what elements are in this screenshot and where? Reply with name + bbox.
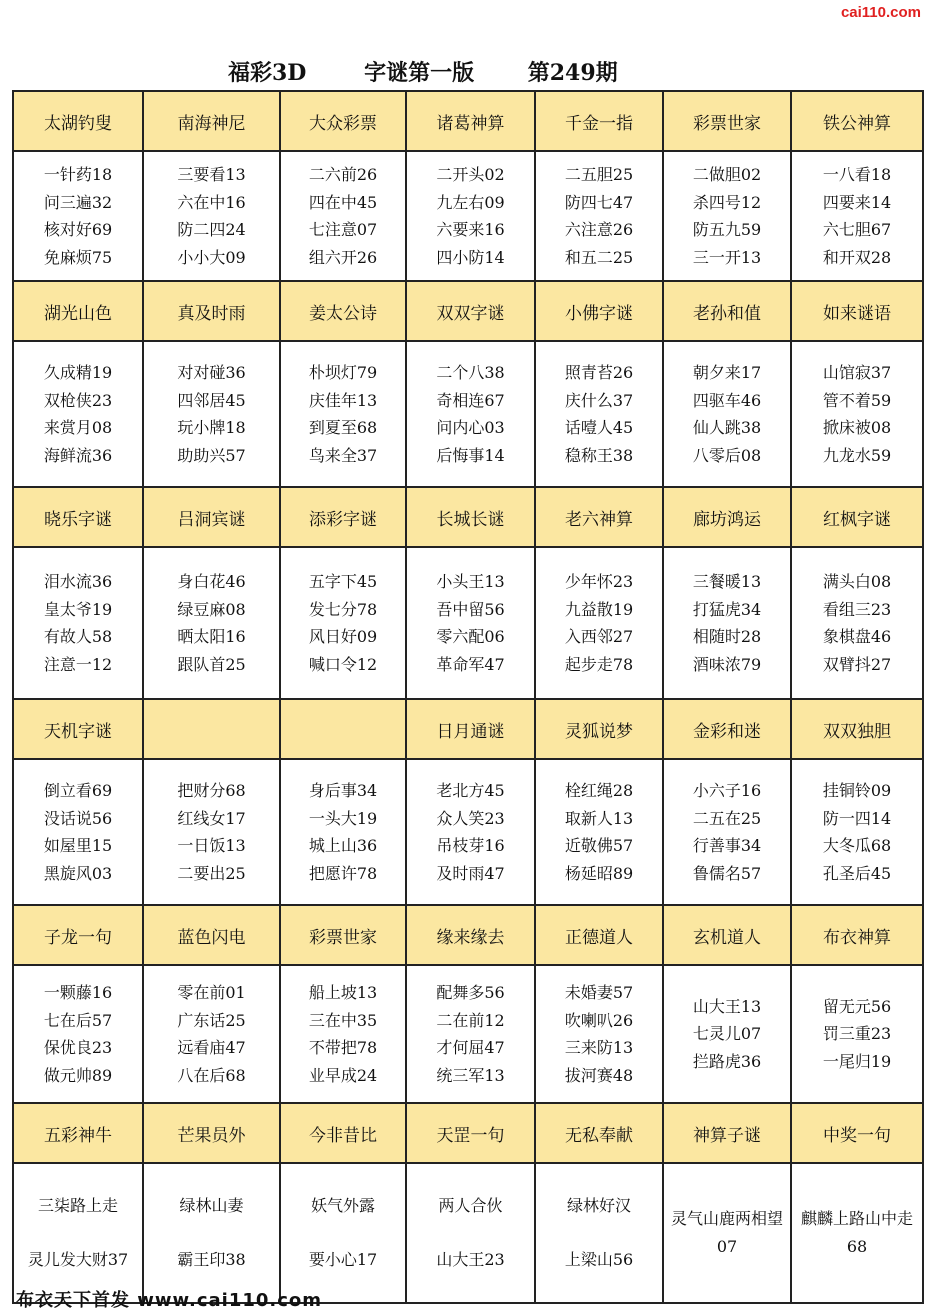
riddle-line: 把愿许78 bbox=[308, 863, 378, 883]
riddle-cell bbox=[13, 965, 143, 1103]
column-header: 彩票世家 bbox=[663, 91, 791, 151]
column-header: 缘来缘去 bbox=[406, 905, 535, 965]
column-header: 廊坊鸿运 bbox=[663, 487, 791, 547]
riddle-line: 双臂抖27 bbox=[822, 654, 892, 674]
riddle-line: 栓红绳28 bbox=[564, 781, 634, 800]
riddle-list bbox=[436, 979, 504, 1089]
riddle-cell bbox=[535, 341, 663, 487]
riddle-line: 庆佳年13 bbox=[308, 390, 378, 410]
column-header: 如来谜语 bbox=[791, 281, 923, 341]
column-header: 铁公神算 bbox=[791, 91, 923, 151]
riddle-line: 七灵儿07 bbox=[692, 1024, 762, 1044]
riddle-line: 吾中留56 bbox=[436, 599, 505, 619]
riddle-list bbox=[823, 359, 891, 469]
riddle-line: 和开双28 bbox=[822, 247, 892, 267]
riddle-line: 稳称王38 bbox=[564, 445, 634, 465]
column-header: 天罡一句 bbox=[406, 1103, 535, 1163]
riddle-list bbox=[664, 1205, 790, 1261]
column-header: 老孙和值 bbox=[663, 281, 791, 341]
riddle-list bbox=[177, 1192, 245, 1274]
footer-banner: 布衣天下首发 www.cai110.com bbox=[16, 1290, 323, 1311]
riddle-row bbox=[13, 759, 923, 905]
riddle-line: 三要看13 bbox=[177, 165, 246, 184]
riddle-line: 有故人58 bbox=[43, 627, 113, 646]
riddle-line: 革命军47 bbox=[436, 654, 505, 674]
riddle-list bbox=[436, 1192, 504, 1274]
riddle-line: 鸟来全37 bbox=[308, 445, 378, 465]
riddle-cell bbox=[280, 1163, 406, 1303]
header-row bbox=[13, 905, 923, 965]
riddle-line: 挂铜铃09 bbox=[822, 781, 892, 800]
riddle-line: 打猛虎34 bbox=[692, 599, 762, 619]
riddle-cell bbox=[143, 151, 280, 281]
riddle-line: 庆什么37 bbox=[564, 390, 634, 410]
riddle-cell bbox=[143, 965, 280, 1103]
riddle-cell bbox=[280, 341, 406, 487]
riddle-cell bbox=[535, 759, 663, 905]
riddle-line: 管不着59 bbox=[822, 390, 892, 410]
riddle-line: 四要来14 bbox=[822, 192, 892, 212]
riddle-line: 六注意26 bbox=[564, 220, 634, 239]
riddle-list bbox=[565, 979, 633, 1089]
riddle-line: 奇相连67 bbox=[436, 390, 505, 410]
riddle-list bbox=[693, 993, 761, 1076]
riddle-line: 绿林好汉 bbox=[566, 1196, 631, 1215]
riddle-cell bbox=[535, 1163, 663, 1303]
riddle-line: 满头白08 bbox=[822, 572, 892, 591]
riddle-line: 皇太爷19 bbox=[43, 599, 113, 619]
riddle-line: 二做胆02 bbox=[692, 165, 762, 184]
riddle-line: 少年怀23 bbox=[564, 572, 634, 591]
riddle-list bbox=[565, 161, 633, 271]
riddle-cell bbox=[791, 965, 923, 1103]
riddle-line: 灵儿发大财37 bbox=[27, 1250, 129, 1269]
riddle-line: 拔河赛48 bbox=[564, 1065, 634, 1085]
column-header: 南海神尼 bbox=[143, 91, 280, 151]
riddle-list bbox=[436, 777, 504, 887]
riddle-line: 三在中35 bbox=[308, 1010, 378, 1030]
riddle-line: 灵气山鹿两相望07 bbox=[670, 1209, 783, 1256]
riddle-line: 零六配06 bbox=[436, 627, 505, 646]
riddle-list bbox=[823, 161, 891, 271]
riddle-list bbox=[693, 777, 761, 887]
riddle-line: 四在中45 bbox=[308, 192, 378, 212]
riddle-line: 一八看18 bbox=[822, 165, 892, 184]
column-header: 布衣神算 bbox=[791, 905, 923, 965]
header-row bbox=[13, 699, 923, 759]
riddle-line: 和五二25 bbox=[564, 247, 634, 267]
column-header bbox=[280, 699, 406, 759]
column-header: 姜太公诗 bbox=[280, 281, 406, 341]
riddle-line: 远看庙47 bbox=[177, 1038, 246, 1057]
riddle-line: 众人笑23 bbox=[436, 808, 505, 828]
riddle-line: 城上山36 bbox=[308, 836, 378, 855]
riddle-line: 到夏至68 bbox=[308, 418, 378, 437]
riddle-list bbox=[565, 359, 633, 469]
riddle-line: 红线女17 bbox=[177, 808, 246, 828]
riddle-line: 吹喇叭26 bbox=[564, 1010, 634, 1030]
riddle-list bbox=[177, 359, 245, 469]
riddle-cell bbox=[791, 341, 923, 487]
riddle-line: 把财分68 bbox=[177, 781, 246, 800]
riddle-line: 跟队首25 bbox=[177, 654, 246, 674]
riddle-line: 起步走78 bbox=[564, 654, 634, 674]
column-header: 双双独胆 bbox=[791, 699, 923, 759]
riddle-list bbox=[693, 161, 761, 271]
riddle-line: 风日好09 bbox=[308, 627, 378, 646]
riddle-cell bbox=[535, 151, 663, 281]
riddle-line: 小六子16 bbox=[692, 781, 762, 800]
riddle-line: 组六开26 bbox=[308, 247, 378, 267]
riddle-line: 照青苔26 bbox=[564, 363, 634, 382]
riddle-row bbox=[13, 151, 923, 281]
column-header: 五彩神牛 bbox=[13, 1103, 143, 1163]
riddle-list bbox=[823, 777, 891, 887]
column-header: 千金一指 bbox=[535, 91, 663, 151]
riddle-line: 话噎人45 bbox=[564, 418, 634, 437]
riddle-list bbox=[309, 568, 377, 678]
riddle-cell bbox=[406, 341, 535, 487]
riddle-row bbox=[13, 341, 923, 487]
riddle-line: 后悔事14 bbox=[436, 445, 505, 465]
riddle-line: 做元帅89 bbox=[43, 1065, 113, 1085]
riddle-line: 防五九59 bbox=[692, 220, 762, 239]
riddle-list bbox=[177, 568, 245, 678]
riddle-list bbox=[436, 359, 504, 469]
riddle-list bbox=[823, 568, 891, 678]
column-header: 蓝色闪电 bbox=[143, 905, 280, 965]
riddle-line: 看组三23 bbox=[822, 599, 892, 619]
riddle-line: 绿豆麻08 bbox=[177, 599, 246, 619]
riddle-line: 朝夕来17 bbox=[692, 363, 762, 382]
riddle-line: 六七胆67 bbox=[822, 220, 892, 239]
riddle-line: 罚三重23 bbox=[822, 1024, 892, 1044]
riddle-list bbox=[565, 777, 633, 887]
column-header bbox=[143, 699, 280, 759]
riddle-line: 吊枝芽16 bbox=[436, 836, 505, 855]
riddle-list bbox=[436, 568, 504, 678]
riddle-line: 三来防13 bbox=[564, 1038, 634, 1057]
riddle-line: 拦路虎36 bbox=[692, 1051, 762, 1071]
riddle-cell bbox=[143, 341, 280, 487]
riddle-line: 双枪侠23 bbox=[43, 390, 113, 410]
riddle-line: 八在后68 bbox=[177, 1065, 246, 1085]
riddle-line: 行善事34 bbox=[692, 836, 762, 855]
riddle-list bbox=[693, 359, 761, 469]
riddle-line: 核对好69 bbox=[43, 220, 113, 239]
riddle-line: 七在后57 bbox=[43, 1010, 113, 1030]
riddle-line: 二五在25 bbox=[692, 808, 762, 828]
riddle-line: 注意一12 bbox=[43, 654, 113, 674]
title-edition: 字谜第一版 bbox=[364, 60, 475, 86]
column-header: 小佛字谜 bbox=[535, 281, 663, 341]
riddle-cell bbox=[406, 1163, 535, 1303]
riddle-line: 绿林山妻 bbox=[179, 1196, 244, 1215]
column-header: 真及时雨 bbox=[143, 281, 280, 341]
riddle-list bbox=[309, 1192, 377, 1274]
column-header: 日月通谜 bbox=[406, 699, 535, 759]
riddle-line: 一尾归19 bbox=[822, 1051, 892, 1071]
riddle-line: 掀床被08 bbox=[822, 418, 892, 437]
riddle-row bbox=[13, 1163, 923, 1303]
riddle-line: 山大王13 bbox=[692, 996, 762, 1016]
riddle-line: 零在前01 bbox=[177, 983, 246, 1002]
riddle-line: 二六前26 bbox=[308, 165, 378, 184]
riddle-line: 黑旋风03 bbox=[43, 863, 113, 883]
riddle-line: 六在中16 bbox=[177, 192, 246, 212]
riddle-cell bbox=[406, 965, 535, 1103]
riddle-line: 防四七47 bbox=[564, 192, 634, 212]
riddle-list bbox=[693, 568, 761, 678]
riddle-line: 保优良23 bbox=[43, 1038, 113, 1057]
riddle-cell bbox=[280, 547, 406, 699]
riddle-line: 上梁山56 bbox=[564, 1250, 634, 1269]
riddle-line: 取新人13 bbox=[564, 808, 634, 828]
riddle-line: 发七分78 bbox=[308, 599, 378, 619]
riddle-line: 来赏月08 bbox=[43, 418, 113, 437]
column-header: 无私奉献 bbox=[535, 1103, 663, 1163]
riddle-list bbox=[177, 777, 245, 887]
riddle-line: 玩小牌18 bbox=[177, 418, 246, 437]
riddle-line: 一头大19 bbox=[308, 808, 378, 828]
riddle-list bbox=[565, 568, 633, 678]
column-header: 湖光山色 bbox=[13, 281, 143, 341]
riddle-cell bbox=[143, 1163, 280, 1303]
riddle-line: 助助兴57 bbox=[177, 445, 246, 465]
riddle-line: 二开头02 bbox=[436, 165, 505, 184]
riddle-cell bbox=[406, 547, 535, 699]
riddle-line: 二五胆25 bbox=[564, 165, 634, 184]
riddle-line: 身白花46 bbox=[177, 572, 246, 591]
column-header: 长城长谜 bbox=[406, 487, 535, 547]
riddle-list bbox=[792, 1205, 922, 1261]
riddle-line: 大冬瓜68 bbox=[822, 836, 892, 855]
riddle-line: 麒麟上路山中走68 bbox=[800, 1209, 913, 1256]
riddle-list bbox=[44, 979, 112, 1089]
riddle-line: 酒味浓79 bbox=[692, 654, 762, 674]
riddle-line: 不带把78 bbox=[308, 1038, 378, 1057]
riddle-line: 广东话25 bbox=[177, 1010, 246, 1030]
riddle-list bbox=[44, 777, 112, 887]
riddle-row bbox=[13, 965, 923, 1103]
riddle-line: 二在前12 bbox=[436, 1010, 505, 1030]
riddle-line: 四驱车46 bbox=[692, 390, 762, 410]
riddle-line: 及时雨47 bbox=[436, 863, 505, 883]
riddle-line: 问三遍32 bbox=[43, 192, 113, 212]
header-row bbox=[13, 91, 923, 151]
riddle-line: 没话说56 bbox=[43, 808, 113, 828]
riddle-cell bbox=[406, 151, 535, 281]
riddle-line: 船上坡13 bbox=[308, 983, 378, 1002]
riddle-line: 一颗藤16 bbox=[43, 983, 113, 1002]
riddle-cell bbox=[663, 547, 791, 699]
riddle-line: 如屋里15 bbox=[43, 836, 113, 855]
riddle-line: 两人合伙 bbox=[438, 1196, 503, 1215]
riddle-cell bbox=[791, 151, 923, 281]
riddle-cell bbox=[791, 759, 923, 905]
riddle-line: 妖气外露 bbox=[310, 1196, 375, 1215]
page-title bbox=[228, 56, 618, 87]
riddle-list bbox=[44, 359, 112, 469]
riddle-line: 九龙水59 bbox=[822, 445, 892, 465]
riddle-line: 免麻烦75 bbox=[43, 247, 113, 267]
riddle-line: 山馆寂37 bbox=[822, 363, 892, 382]
column-header: 中奖一句 bbox=[791, 1103, 923, 1163]
riddle-line: 四小防14 bbox=[436, 247, 505, 267]
riddle-cell bbox=[663, 151, 791, 281]
riddle-line: 三柒路上走 bbox=[37, 1196, 118, 1215]
riddle-cell bbox=[13, 1163, 143, 1303]
riddle-list bbox=[177, 161, 245, 271]
riddle-line: 霸王印38 bbox=[177, 1250, 246, 1269]
riddle-line: 入西邻27 bbox=[564, 627, 634, 646]
riddle-list bbox=[309, 979, 377, 1089]
column-header: 太湖钓叟 bbox=[13, 91, 143, 151]
riddle-list bbox=[44, 568, 112, 678]
riddle-cell bbox=[13, 547, 143, 699]
column-header: 天机字谜 bbox=[13, 699, 143, 759]
column-header: 双双字谜 bbox=[406, 281, 535, 341]
riddle-line: 老北方45 bbox=[436, 781, 505, 800]
riddle-line: 七注意07 bbox=[308, 220, 378, 239]
riddle-line: 五字下45 bbox=[308, 572, 378, 591]
riddle-line: 杀四号12 bbox=[692, 192, 762, 212]
riddle-line: 身后事34 bbox=[308, 781, 378, 800]
riddle-list bbox=[309, 777, 377, 887]
riddle-cell bbox=[791, 1163, 923, 1303]
title-issue: 第249期 bbox=[527, 60, 618, 86]
riddle-cell bbox=[663, 1163, 791, 1303]
column-header: 添彩字谜 bbox=[280, 487, 406, 547]
riddle-list bbox=[309, 359, 377, 469]
riddle-cell bbox=[663, 759, 791, 905]
riddle-line: 小小大09 bbox=[177, 247, 246, 267]
riddle-line: 防二四24 bbox=[177, 220, 246, 239]
riddle-line: 久成精19 bbox=[43, 363, 113, 382]
riddle-line: 小头王13 bbox=[436, 572, 505, 591]
header-row bbox=[13, 487, 923, 547]
riddle-line: 留无元56 bbox=[822, 996, 892, 1016]
riddle-line: 三餐暖13 bbox=[692, 572, 762, 591]
riddle-list bbox=[28, 1192, 128, 1274]
riddle-list bbox=[823, 993, 891, 1076]
riddle-line: 九左右09 bbox=[436, 192, 505, 212]
riddle-line: 业早成24 bbox=[308, 1065, 378, 1085]
riddle-line: 一日饭13 bbox=[177, 836, 246, 855]
riddle-line: 统三军13 bbox=[436, 1065, 505, 1085]
riddle-list bbox=[565, 1192, 633, 1274]
column-header: 灵狐说梦 bbox=[535, 699, 663, 759]
riddle-line: 象棋盘46 bbox=[822, 627, 892, 646]
riddle-line: 朴坝灯79 bbox=[308, 363, 378, 382]
riddle-list bbox=[309, 161, 377, 271]
riddle-line: 仙人跳38 bbox=[692, 418, 762, 437]
riddle-line: 二个八38 bbox=[436, 363, 505, 382]
riddle-cell bbox=[13, 341, 143, 487]
column-header: 诸葛神算 bbox=[406, 91, 535, 151]
title-lottery: 福彩3D bbox=[228, 60, 307, 86]
riddle-line: 要小心17 bbox=[308, 1250, 378, 1269]
riddle-cell bbox=[13, 151, 143, 281]
riddle-line: 海鲜流36 bbox=[43, 445, 113, 465]
column-header: 今非昔比 bbox=[280, 1103, 406, 1163]
riddle-line: 九益散19 bbox=[564, 599, 634, 619]
riddle-cell bbox=[13, 759, 143, 905]
riddle-line: 才何屈47 bbox=[436, 1038, 505, 1057]
riddle-cell bbox=[143, 759, 280, 905]
column-header: 彩票世家 bbox=[280, 905, 406, 965]
riddle-line: 配舞多56 bbox=[436, 983, 505, 1002]
site-logo: cai110.com bbox=[840, 4, 921, 21]
riddle-line: 喊口令12 bbox=[308, 654, 378, 674]
riddle-line: 对对碰36 bbox=[177, 363, 246, 382]
header-row bbox=[13, 1103, 923, 1163]
column-header: 子龙一句 bbox=[13, 905, 143, 965]
riddle-line: 孔圣后45 bbox=[822, 863, 892, 883]
riddle-cell bbox=[143, 547, 280, 699]
riddle-line: 相随时28 bbox=[692, 627, 762, 646]
riddle-list bbox=[177, 979, 245, 1089]
riddle-line: 三一开13 bbox=[692, 247, 762, 267]
column-header: 芒果员外 bbox=[143, 1103, 280, 1163]
riddle-cell bbox=[791, 547, 923, 699]
riddle-line: 问内心03 bbox=[436, 418, 505, 437]
riddle-line: 泪水流36 bbox=[43, 572, 113, 591]
riddle-cell bbox=[535, 547, 663, 699]
riddle-line: 山大王23 bbox=[436, 1250, 505, 1269]
riddle-line: 杨延昭89 bbox=[564, 863, 634, 883]
column-header: 老六神算 bbox=[535, 487, 663, 547]
riddle-line: 近敬佛57 bbox=[564, 836, 634, 855]
riddle-cell bbox=[663, 965, 791, 1103]
riddle-line: 八零后08 bbox=[692, 445, 762, 465]
riddle-line: 四邻居45 bbox=[177, 390, 246, 410]
riddle-cell bbox=[663, 341, 791, 487]
riddle-table bbox=[12, 90, 924, 1304]
riddle-line: 未婚妻57 bbox=[564, 983, 634, 1002]
column-header: 金彩和迷 bbox=[663, 699, 791, 759]
riddle-line: 晒太阳16 bbox=[177, 627, 246, 646]
riddle-line: 防一四14 bbox=[822, 808, 892, 828]
riddle-line: 二要出25 bbox=[177, 863, 246, 883]
riddle-cell bbox=[280, 759, 406, 905]
column-header: 吕洞宾谜 bbox=[143, 487, 280, 547]
riddle-list bbox=[436, 161, 504, 271]
column-header: 正德道人 bbox=[535, 905, 663, 965]
riddle-cell bbox=[535, 965, 663, 1103]
riddle-line: 一针药18 bbox=[43, 165, 113, 184]
riddle-row bbox=[13, 547, 923, 699]
riddle-line: 倒立看69 bbox=[43, 781, 113, 800]
header-row bbox=[13, 281, 923, 341]
column-header: 红枫字谜 bbox=[791, 487, 923, 547]
riddle-cell bbox=[406, 759, 535, 905]
riddle-line: 鲁儒名57 bbox=[692, 863, 762, 883]
riddle-cell bbox=[280, 151, 406, 281]
riddle-cell bbox=[280, 965, 406, 1103]
riddle-list bbox=[44, 161, 112, 271]
column-header: 神算子谜 bbox=[663, 1103, 791, 1163]
riddle-line: 六要来16 bbox=[436, 220, 505, 239]
column-header: 大众彩票 bbox=[280, 91, 406, 151]
column-header: 玄机道人 bbox=[663, 905, 791, 965]
column-header: 晓乐字谜 bbox=[13, 487, 143, 547]
